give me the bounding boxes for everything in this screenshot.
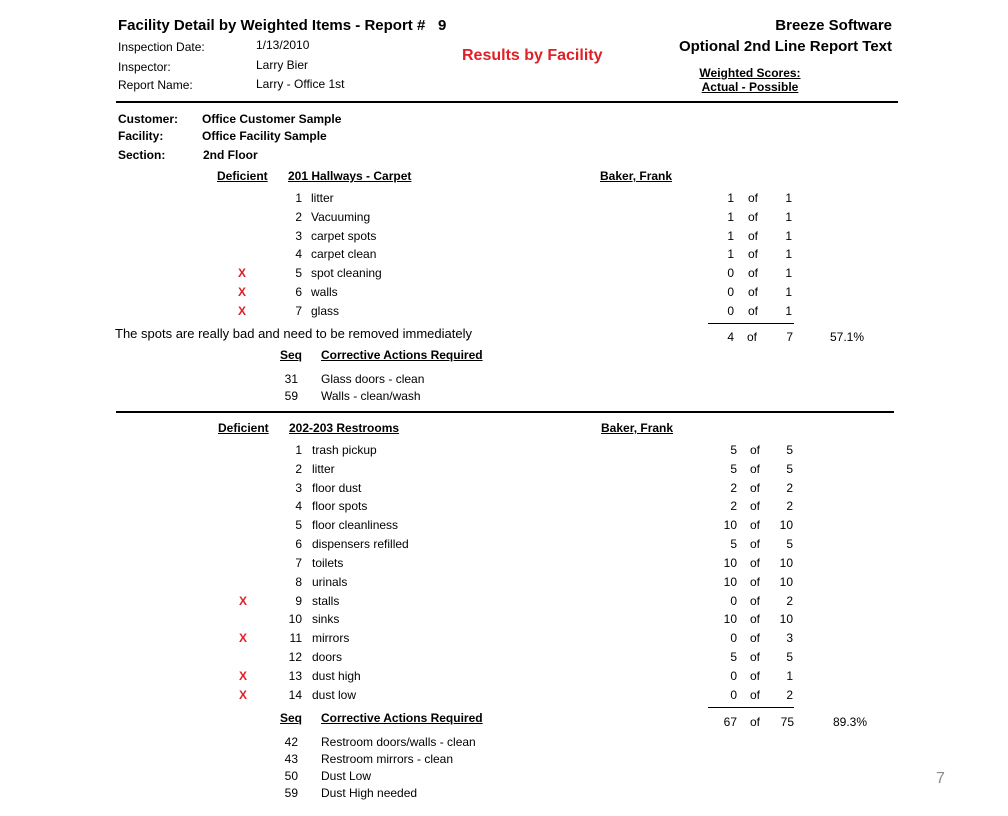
report-number: 9 [438,17,447,34]
inspection-date-value: 1/13/2010 [256,38,310,52]
action-text: Dust Low [321,769,372,783]
actual-score: 0 [730,631,737,645]
facility-label: Facility: [118,129,164,143]
item-number: 2 [295,462,302,476]
total-divider [708,707,794,708]
possible-score: 1 [785,266,792,280]
action-seq: 59 [284,389,298,403]
report-title: Facility Detail by Weighted Items - Report # [118,17,426,34]
item-number: 6 [295,285,302,299]
total-actual: 67 [723,715,737,729]
of-label: of [750,462,761,476]
corrective-actions-header: Corrective Actions Required [321,711,483,725]
item-name: dispensers refilled [312,537,409,551]
actual-score: 0 [727,266,734,280]
item-name: trash pickup [312,443,377,457]
of-label: of [748,247,759,261]
inspection-date-label: Inspection Date: [118,40,205,54]
of-label: of [750,556,761,570]
weighted-scores-label: Weighted Scores: [699,66,801,80]
item-number: 4 [295,499,302,513]
total-percent: 57.1% [830,330,865,344]
actual-score: 10 [723,518,737,532]
item-name: floor dust [312,481,362,495]
actual-score: 5 [730,537,737,551]
item-name: stalls [312,594,340,608]
possible-score: 2 [786,481,793,495]
total-of: of [747,330,758,344]
section-label: Section: [118,148,166,162]
of-label: of [748,266,759,280]
actual-score: 5 [730,462,737,476]
corrective-actions-header: Corrective Actions Required [321,348,483,362]
item-number: 7 [295,556,302,570]
deficient-mark: X [239,594,248,608]
of-label: of [748,304,759,318]
of-label: of [748,210,759,224]
total-actual: 4 [727,330,734,344]
possible-score: 1 [785,247,792,261]
staff-name: Baker, Frank [601,421,674,435]
item-name: sinks [312,612,340,626]
possible-score: 10 [779,612,793,626]
seq-column-header: Seq [280,348,303,362]
item-number: 5 [295,266,302,280]
possible-score: 1 [786,669,793,683]
item-name: dust high [312,669,361,683]
actual-score: 1 [727,229,734,243]
total-possible: 7 [786,330,793,344]
company-name: Breeze Software [775,17,892,34]
section-divider [116,411,894,413]
possible-score: 1 [785,191,792,205]
action-seq: 50 [284,769,298,783]
item-name: carpet clean [311,247,377,261]
actual-score: 5 [730,443,737,457]
customer-label: Customer: [118,112,179,126]
deficient-mark: X [238,266,247,280]
of-label: of [750,650,761,664]
item-number: 10 [288,612,302,626]
possible-score: 10 [779,556,793,570]
item-name: toilets [312,556,344,570]
seq-column-header: Seq [280,711,303,725]
action-text: Dust High needed [321,786,418,800]
possible-score: 5 [786,650,793,664]
deficient-column-header: Deficient [218,421,269,435]
second-line-text: Optional 2nd Line Report Text [678,38,892,55]
of-label: of [748,191,759,205]
possible-score: 2 [786,594,793,608]
item-number: 11 [289,631,302,645]
area-name: 201 Hallways - Carpet [288,169,412,183]
item-name: doors [312,650,343,664]
possible-score: 3 [786,631,793,645]
item-name: carpet spots [311,229,377,243]
deficient-mark: X [239,631,248,645]
section-value: 2nd Floor [203,148,258,162]
inspector-value: Larry Bier [256,58,309,72]
action-text: Walls - clean/wash [321,389,421,403]
facility-value: Office Facility Sample [202,129,327,143]
item-number: 1 [295,443,302,457]
possible-score: 1 [785,210,792,224]
item-name: dust low [312,688,357,702]
total-of: of [750,715,761,729]
deficient-column-header: Deficient [217,169,268,183]
actual-possible-label: Actual - Possible [701,80,799,94]
action-seq: 43 [284,752,298,766]
action-seq: 31 [284,372,298,386]
total-possible: 75 [780,715,794,729]
of-label: of [750,612,761,626]
item-number: 13 [288,669,302,683]
item-name: Vacuuming [311,210,371,224]
possible-score: 2 [786,499,793,513]
of-label: of [750,481,761,495]
action-seq: 42 [284,735,298,749]
deficient-mark: X [239,669,248,683]
actual-score: 0 [730,594,737,608]
area-name: 202-203 Restrooms [289,421,400,435]
results-label: Results by Facility [462,47,603,64]
possible-score: 10 [779,575,793,589]
item-number: 3 [295,481,302,495]
possible-score: 5 [786,537,793,551]
of-label: of [750,688,761,702]
item-name: spot cleaning [311,266,382,280]
report-name-value: Larry - Office 1st [256,77,345,91]
of-label: of [750,537,761,551]
item-name: walls [311,285,338,299]
actual-score: 1 [727,191,734,205]
possible-score: 10 [779,518,793,532]
of-label: of [750,443,761,457]
of-label: of [750,594,761,608]
item-number: 3 [295,229,302,243]
item-name: floor spots [312,499,368,513]
customer-value: Office Customer Sample [202,112,342,126]
item-number: 5 [295,518,302,532]
action-seq: 59 [284,786,298,800]
of-label: of [750,669,761,683]
actual-score: 1 [727,210,734,224]
item-name: litter [311,191,334,205]
deficient-mark: X [239,688,248,702]
item-number: 1 [295,191,302,205]
item-name: glass [311,304,340,318]
deficient-mark: X [238,285,247,299]
total-percent: 89.3% [833,715,868,729]
actual-score: 0 [730,669,737,683]
action-text: Restroom doors/walls - clean [321,735,476,749]
item-name: floor cleanliness [312,518,399,532]
item-number: 9 [295,594,302,608]
of-label: of [748,229,759,243]
item-number: 2 [295,210,302,224]
actual-score: 2 [730,499,737,513]
report-name-label: Report Name: [118,78,193,92]
possible-score: 1 [785,229,792,243]
of-label: of [750,631,761,645]
item-name: mirrors [312,631,350,645]
section-comment: The spots are really bad and need to be removed immediately [115,326,472,341]
action-text: Glass doors - clean [321,372,425,386]
item-number: 8 [295,575,302,589]
of-label: of [750,518,761,532]
of-label: of [750,575,761,589]
item-number: 4 [295,247,302,261]
actual-score: 10 [723,575,737,589]
of-label: of [748,285,759,299]
item-name: urinals [312,575,348,589]
item-number: 7 [295,304,302,318]
inspector-label: Inspector: [118,60,171,74]
actual-score: 1 [727,247,734,261]
possible-score: 5 [786,443,793,457]
possible-score: 5 [786,462,793,476]
actual-score: 5 [730,650,737,664]
total-divider [708,323,794,324]
actual-score: 2 [730,481,737,495]
actual-score: 0 [730,688,737,702]
actual-score: 0 [727,285,734,299]
of-label: of [750,499,761,513]
possible-score: 2 [786,688,793,702]
action-text: Restroom mirrors - clean [321,752,454,766]
actual-score: 0 [727,304,734,318]
possible-score: 1 [785,285,792,299]
deficient-mark: X [238,304,247,318]
item-number: 12 [288,650,302,664]
header-divider [116,101,898,103]
actual-score: 10 [723,612,737,626]
staff-name: Baker, Frank [600,169,673,183]
page-number: 7 [936,770,945,787]
item-number: 6 [295,537,302,551]
item-name: litter [312,462,335,476]
actual-score: 10 [723,556,737,570]
item-number: 14 [288,688,302,702]
possible-score: 1 [785,304,792,318]
